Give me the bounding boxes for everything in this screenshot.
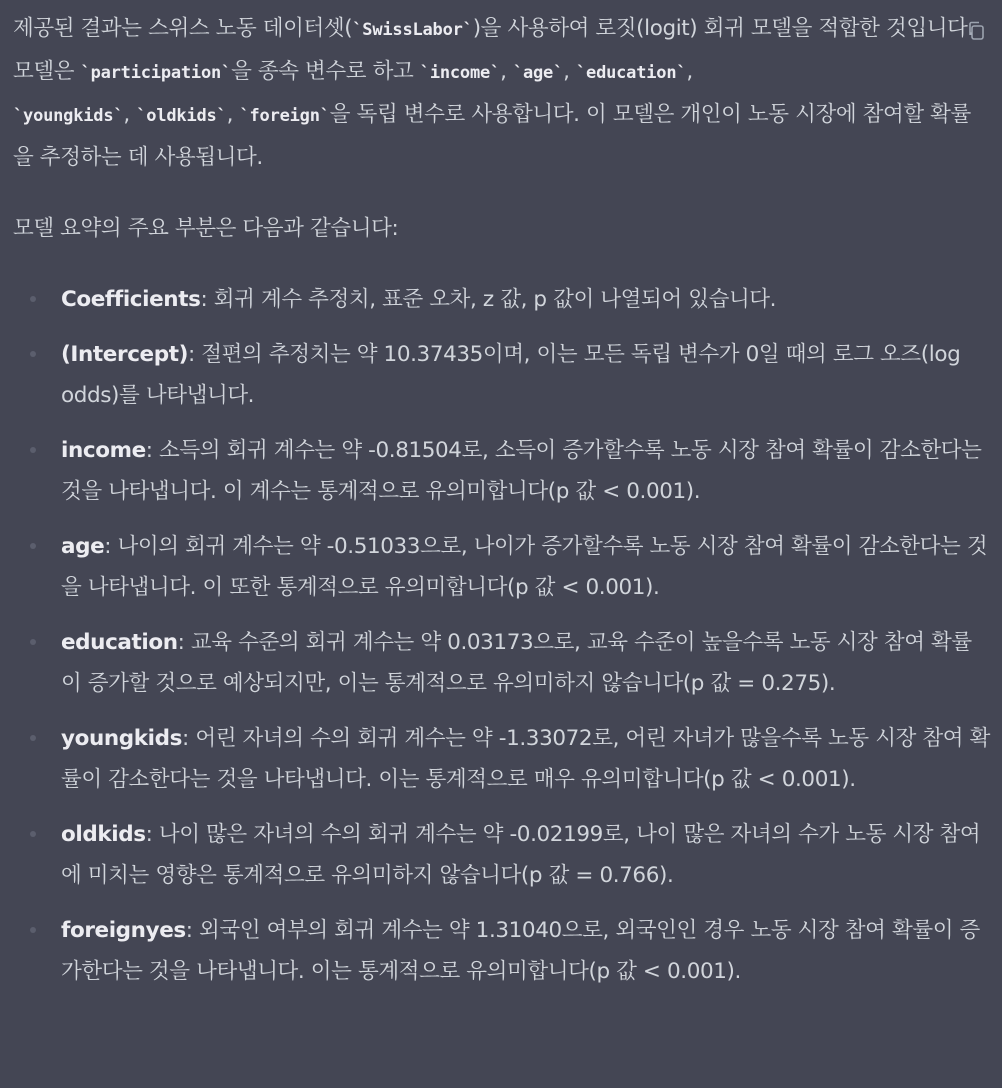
separator: , (500, 59, 513, 84)
oldkids-code: `oldkids` (136, 106, 227, 126)
separator: , (123, 102, 137, 127)
separator: , (686, 59, 693, 84)
bullet-icon (30, 639, 36, 645)
separator: , (563, 59, 576, 84)
list-item-foreignyes (13, 910, 991, 992)
youngkids-code: `youngkids` (13, 106, 124, 126)
term-description: : 교육 수준의 회귀 계수는 약 0.03173으로, 교육 수준이 높을수록 노동 시장 참여 확률이 증가할 것으로 예상되지만, 이는 통계적으로 유의미하지 않습니다(p 값 = 0.275). (61, 630, 972, 696)
term-label: oldkids (61, 822, 146, 847)
bullet-icon (30, 296, 36, 302)
intro-text: 을 종속 변수로 하고 (231, 59, 420, 84)
intro-text: 을 독립 변수로 사용합니다. 이 모델은 개인이 노동 시장에 참여할 확률을 추정하는 데 사용됩니다. (13, 102, 971, 170)
term-label: Coefficients (61, 287, 201, 312)
bullet-icon (30, 927, 36, 933)
bullet-icon (30, 831, 36, 837)
list-item-coefficients (13, 279, 991, 320)
term-label: age (61, 534, 105, 559)
term-description: : 소득의 회귀 계수는 약 -0.81504로, 소득이 증가할수록 노동 시장 참여 확률이 감소한다는 것을 나타냅니다. 이 계수는 통계적으로 유의미합니다(p 값 < 0.001). (61, 438, 982, 504)
term-description: : 외국인 여부의 회귀 계수는 약 1.31040으로, 외국인인 경우 노동 시장 참여 확률이 증가한다는 것을 나타냅니다. 이는 통계적으로 유의미합니다(p 값 < 0.001). (61, 918, 980, 984)
list-item-youngkids (13, 718, 991, 800)
term-description: : 회귀 계수 추정치, 표준 오차, z 값, p 값이 나열되어 있습니다. (200, 287, 777, 312)
term-label: youngkids (61, 726, 183, 751)
list-item-oldkids (13, 814, 991, 896)
intro-text: )을 사용하여 로짓(logit) 회귀 모델을 적합한 것입니다. 모델은 (13, 16, 974, 84)
intro-paragraph (13, 8, 983, 178)
income-code: `income` (419, 63, 501, 83)
list-item-intercept (13, 334, 991, 416)
intro-text: 제공된 결과는 스위스 노동 데이터셋( (13, 16, 353, 41)
coefficient-list (13, 279, 990, 992)
copy-icon[interactable] (967, 14, 985, 34)
separator: , (226, 102, 240, 127)
term-description: : 나이의 회귀 계수는 약 -0.51033으로, 나이가 증가할수록 노동 시장 참여 확률이 감소한다는 것을 나타냅니다. 이 또한 통계적으로 유의미합니다(p 값 < 0.001). (61, 534, 988, 600)
summary-lead: 모델 요약의 주요 부분은 다음과 같습니다: (13, 216, 399, 241)
bullet-icon (30, 735, 36, 741)
foreign-code: `foreign` (239, 106, 330, 126)
list-item-age (13, 526, 991, 608)
bullet-icon (30, 351, 36, 357)
bullet-icon (30, 447, 36, 453)
age-code: `age` (512, 63, 564, 83)
term-label: education (61, 630, 178, 655)
dataset-code: `SwissLabor` (352, 20, 473, 40)
dependent-variable-code: `participation` (80, 63, 232, 83)
term-description: : 나이 많은 자녀의 수의 회귀 계수는 약 -0.02199로, 나이 많은 자녀의 수가 노동 시장 참여에 미치는 영향은 통계적으로 유의미하지 않습니다(p 값 = 0.766). (61, 822, 981, 888)
term-description: : 어린 자녀의 수의 회귀 계수는 약 -1.33072로, 어린 자녀가 많을수록 노동 시장 참여 확률이 감소한다는 것을 나타냅니다. 이는 통계적으로 매우 유의미합니다(p 값 < 0.001). (61, 726, 990, 792)
bullet-icon (30, 543, 36, 549)
list-item-income (13, 430, 991, 512)
education-code: `education` (576, 63, 687, 83)
list-item-education (13, 622, 991, 704)
term-description: : 절편의 추정치는 약 10.37435이며, 이는 모든 독립 변수가 0일 때의 로그 오즈(log odds)를 나타냅니다. (61, 342, 961, 408)
term-label: foreignyes (61, 918, 186, 943)
term-label: (Intercept) (61, 342, 189, 367)
term-label: income (61, 438, 146, 463)
